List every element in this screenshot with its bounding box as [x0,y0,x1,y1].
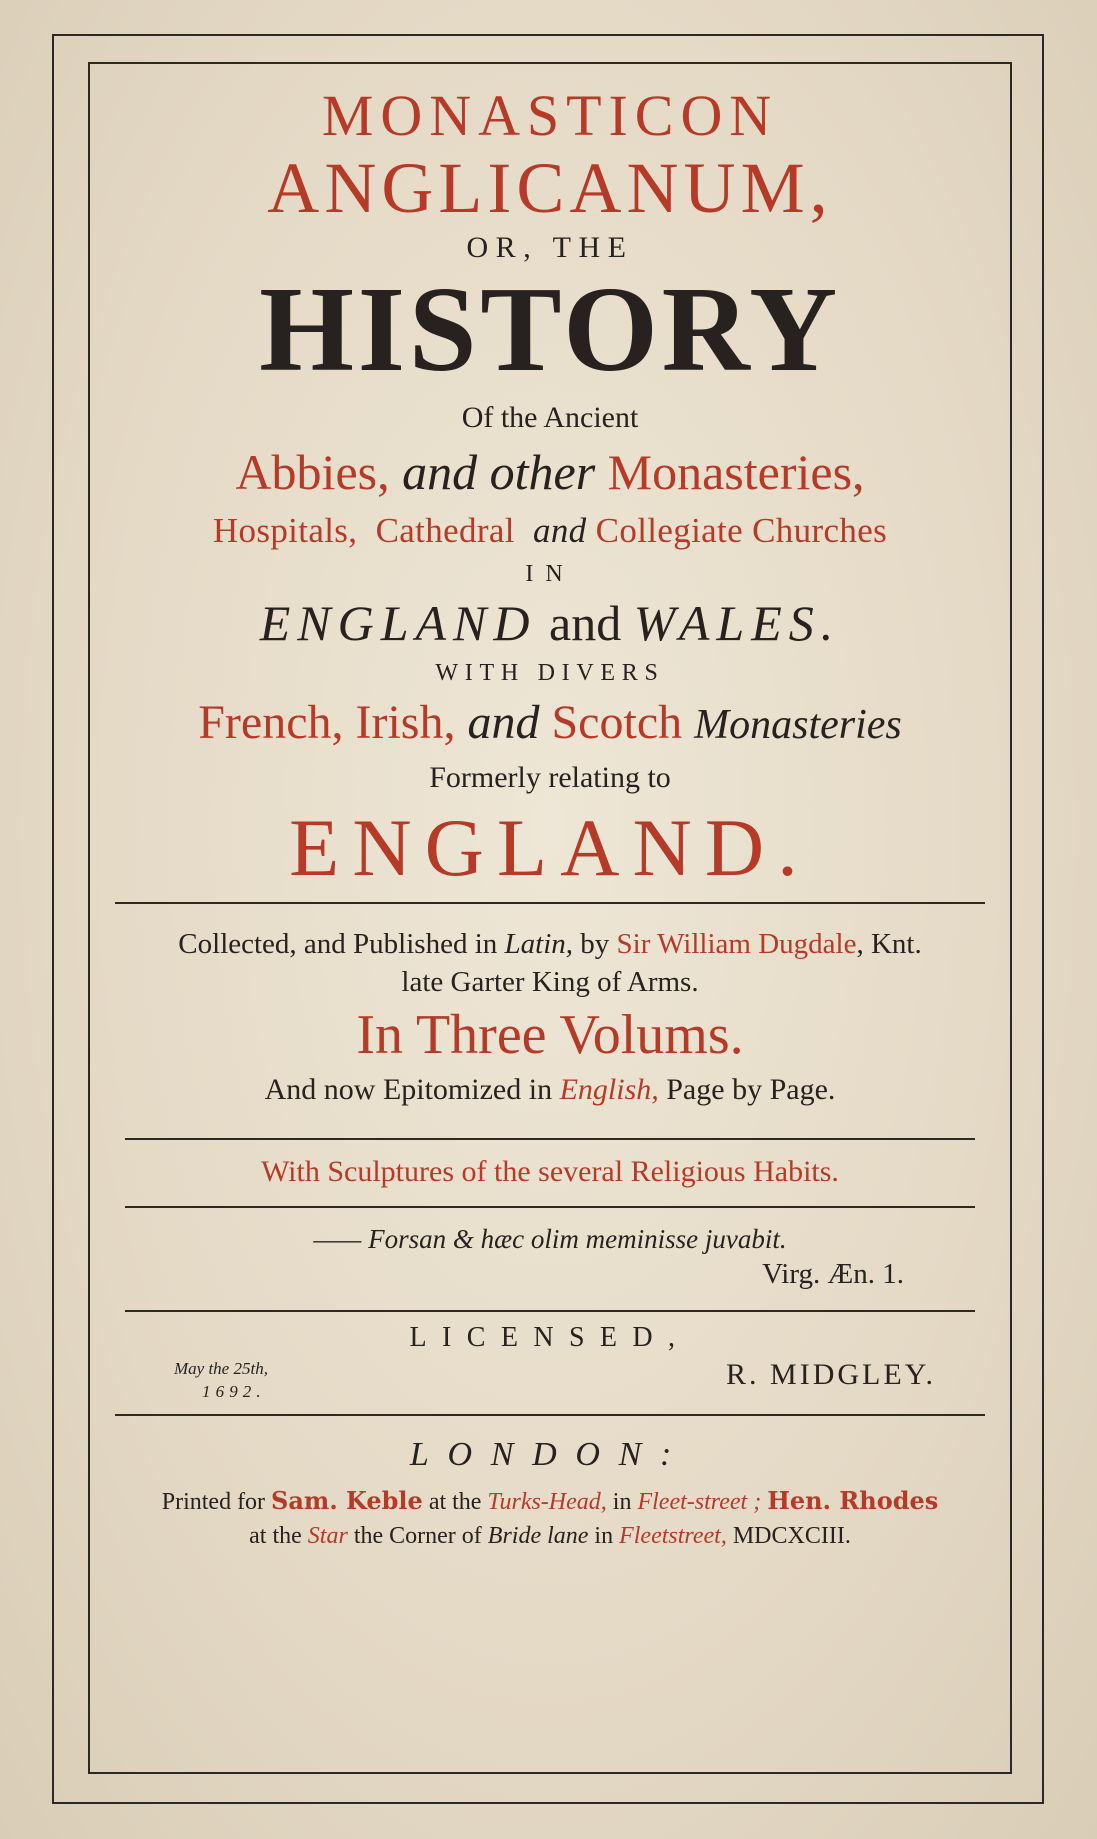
scotch-text: Scotch [551,696,683,749]
title-of-the-ancient: Of the Ancient [461,401,639,434]
license-row [92,1312,1008,1406]
hospitals-line [92,504,1008,558]
garter-text: late Garter King of Arms. [401,966,699,998]
title-monasticon: MONASTICON [321,83,779,148]
in-2-text: in [594,1523,614,1549]
sir-william-text [617,928,857,960]
title-page-content [92,66,1008,1770]
england-text: ENGLAND [259,595,537,651]
turks-head-text: Turks-Head, [487,1489,607,1515]
hospitals-text: Hospitals, [212,511,358,550]
cathedral-text: Cathedral [375,511,515,550]
abbies-text: Abbies, [235,444,390,500]
motto-source: Virg. Æn. 1. [762,1258,904,1290]
year-text: MDCXCIII. [732,1523,851,1549]
and-text: and [532,511,587,550]
collected-text: Collected, and Published in [178,928,498,960]
corner-text: the Corner of [353,1523,482,1549]
in-1-text: in [612,1489,632,1515]
at-the-text: at the [428,1489,482,1515]
with-divers-text: WITH DIVERS [435,660,665,686]
divider-5 [115,1414,985,1416]
fleet-street-1-text: Fleet-street ; [637,1489,762,1515]
imprint-line-1 [92,1484,1008,1519]
london-text: LONDON: [409,1436,691,1473]
title-or-the: OR, THE [466,231,634,264]
english-text: English, [559,1073,659,1106]
licenser-text: R. MIDGLEY. [726,1358,936,1391]
printed-for-text: Printed for [161,1489,266,1515]
licensed-text: LICENSED, [409,1322,691,1353]
divider-1 [115,902,985,904]
formerly-text: Formerly relating to [429,761,671,794]
at-the-2-text: at the [249,1523,302,1549]
by-text: by [580,928,610,960]
bride-lane-text: Bride lane [487,1523,589,1549]
collegiate-text: Collegiate Churches [595,511,888,550]
epitomized-text: And now Epitomized in [264,1073,553,1106]
three-volums-text: In Three Volums. [356,1004,744,1066]
knt-text: , Knt. [856,928,922,960]
fleetstreet-2-text: Fleetstreet, [619,1523,727,1549]
wales-text: WALES. [633,595,841,651]
motto-quote: —— Forsan & hæc olim meminisse juvabit. [313,1224,787,1254]
epitomized-line [92,1070,1008,1110]
and-scotch-text: and [467,696,540,749]
monasteries-text: Monasteries, [607,444,865,500]
motto-source-row [92,1258,1008,1296]
title-history: HISTORY [259,262,841,397]
abbies-line [92,440,1008,504]
sculptures-text: With Sculptures of the several Religious Habits. [261,1155,839,1188]
page-by-page-text: Page by Page. [666,1073,836,1106]
title-anglicanum: ANGLICANUM, [267,148,833,228]
monasteries2-text: Monasteries [694,702,902,748]
and-other-text: and other [402,444,596,500]
license-date-2: 1692. [202,1382,266,1401]
in-text: IN [525,561,575,587]
license-date-1: May the 25th, [174,1359,268,1378]
divider-3 [125,1206,975,1208]
star-text: Star [307,1523,348,1549]
sir-william-name: Sir William Dugdale [616,928,857,960]
imprint-line-2 [92,1519,1008,1553]
england-large-text: ENGLAND. [289,802,811,893]
england-wales-line [92,590,1008,656]
sam-keble-text: Sam. Keble [271,1486,423,1515]
hen-rhodes-text: Hen. Rhodes [767,1486,939,1515]
divider-2 [125,1138,975,1140]
french-irish-line [92,690,1008,758]
latin-text: Latin, [504,928,574,960]
and-wales-text: and [549,595,622,651]
french-irish-text: French, Irish, [198,696,456,749]
collected-line [92,924,1008,964]
